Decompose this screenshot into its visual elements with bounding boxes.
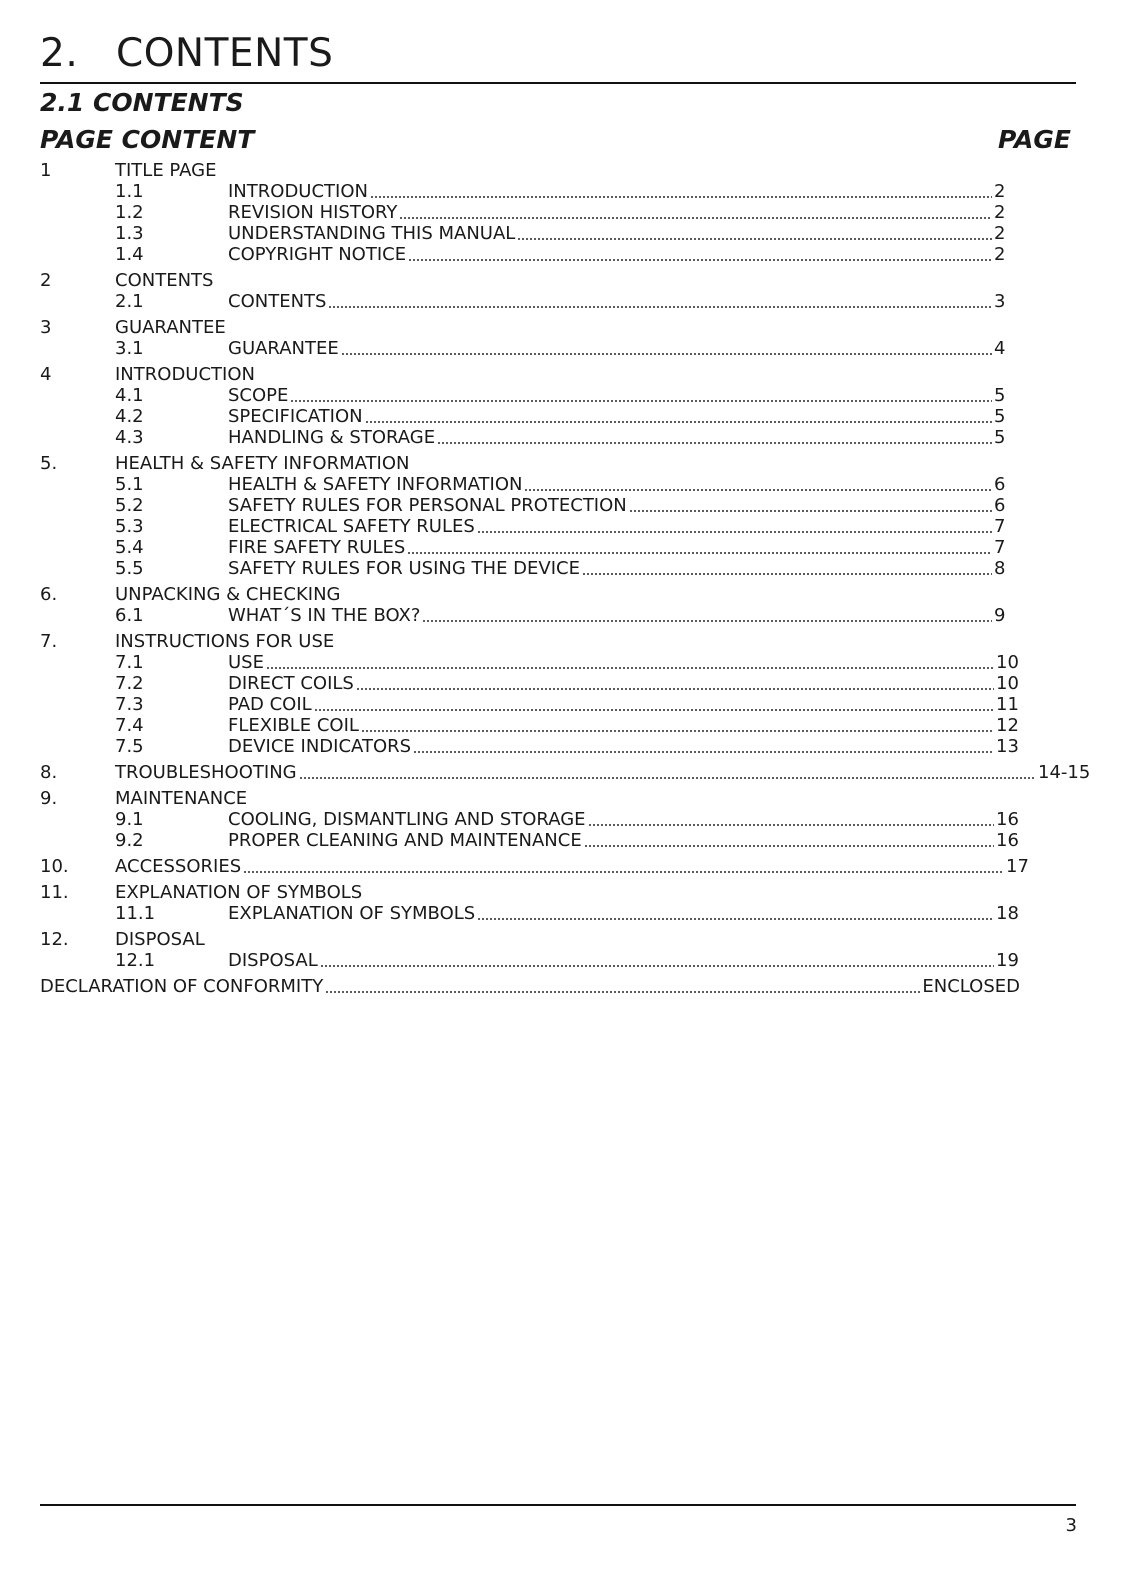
- toc-section-title: REVISION HISTORY: [228, 202, 398, 223]
- toc-chapter-title: EXPLANATION OF SYMBOLS: [115, 882, 363, 903]
- toc-page-number: 8: [994, 558, 1006, 579]
- toc-section-title: DIRECT COILS: [228, 673, 354, 694]
- toc-section-number: 1.4: [115, 244, 144, 265]
- chapter-number: 2.: [40, 31, 79, 76]
- toc-chapter-title: HEALTH & SAFETY INFORMATION: [115, 453, 410, 474]
- toc-section-row[interactable]: [40, 385, 1052, 406]
- dot-leader: [407, 540, 992, 554]
- toc-page-number: 2: [994, 202, 1006, 223]
- toc-section-number: 3.1: [115, 338, 144, 359]
- toc-section-row[interactable]: [40, 652, 1052, 673]
- toc-section-row[interactable]: [40, 244, 1052, 265]
- toc-section-title: HEALTH & SAFETY INFORMATION: [228, 474, 523, 495]
- toc-section-title: FLEXIBLE COIL: [228, 715, 359, 736]
- toc-declaration-row[interactable]: [40, 976, 1052, 997]
- section-title: 2.1 CONTENTS: [40, 88, 244, 117]
- toc-chapter-title: INSTRUCTIONS FOR USE: [115, 631, 335, 652]
- toc-page-number: 9: [994, 605, 1006, 626]
- toc-section-row[interactable]: [40, 181, 1052, 202]
- toc-section-title: CONTENTS: [228, 291, 327, 312]
- toc-page-number: 4: [994, 338, 1006, 359]
- dot-leader: [299, 765, 1036, 779]
- toc-page-number: 16: [996, 809, 1019, 830]
- toc-section-title: GUARANTEE: [228, 338, 339, 359]
- toc-chapter-row[interactable]: [40, 856, 1052, 877]
- dot-leader: [290, 388, 992, 402]
- toc-page-number: 5: [994, 427, 1006, 448]
- toc-section-row[interactable]: [40, 406, 1052, 427]
- toc-chapter-number: 10.: [40, 856, 69, 877]
- toc-section-title: COOLING, DISMANTLING AND STORAGE: [228, 809, 586, 830]
- toc-section-number: 9.2: [115, 830, 144, 851]
- dot-leader: [629, 498, 992, 512]
- dot-leader: [325, 979, 920, 993]
- toc-section-row[interactable]: [40, 605, 1052, 626]
- toc-page-number: 18: [996, 903, 1019, 924]
- toc-chapter-row[interactable]: [40, 317, 1052, 338]
- toc-section-number: 7.1: [115, 652, 144, 673]
- toc-section-number: 1.1: [115, 181, 144, 202]
- toc-page-number: 2: [994, 181, 1006, 202]
- dot-leader: [341, 341, 992, 355]
- toc-page-number: 13: [996, 736, 1019, 757]
- toc-section-title: HANDLING & STORAGE: [228, 427, 436, 448]
- toc-page-number: 16: [996, 830, 1019, 851]
- toc-chapter-row[interactable]: [40, 364, 1052, 385]
- table-of-contents: [40, 160, 1091, 997]
- dot-leader: [588, 812, 994, 826]
- dot-leader: [517, 226, 992, 240]
- dot-leader: [413, 739, 994, 753]
- toc-chapter-row[interactable]: [40, 762, 1091, 783]
- dot-leader: [361, 718, 994, 732]
- toc-section-number: 7.5: [115, 736, 144, 757]
- toc-section-title: DEVICE INDICATORS: [228, 736, 412, 757]
- dot-leader: [320, 953, 994, 967]
- toc-chapter-number: 7.: [40, 631, 58, 652]
- toc-chapter-row[interactable]: [40, 882, 1052, 903]
- toc-section-number: 5.3: [115, 516, 144, 537]
- toc-section-number: 1.3: [115, 223, 144, 244]
- toc-section-row[interactable]: [40, 537, 1052, 558]
- toc-chapter-row[interactable]: [40, 584, 1052, 605]
- toc-chapter-number: 9.: [40, 788, 58, 809]
- dot-leader: [477, 906, 994, 920]
- dot-leader: [243, 859, 1004, 873]
- toc-section-number: 11.1: [115, 903, 156, 924]
- toc-chapter-number: 5.: [40, 453, 58, 474]
- dot-leader: [582, 561, 992, 575]
- toc-section-row[interactable]: [40, 736, 1052, 757]
- page-number: 3: [1065, 1515, 1077, 1536]
- toc-section-title: WHAT´S IN THE BOX?: [228, 605, 421, 626]
- toc-section-number: 1.2: [115, 202, 144, 223]
- toc-chapter-row[interactable]: [40, 453, 1052, 474]
- toc-declaration-title: DECLARATION OF CONFORMITY: [40, 976, 324, 997]
- toc-section-number: 4.2: [115, 406, 144, 427]
- toc-declaration-page: ENCLOSED: [922, 976, 1020, 997]
- toc-section-row[interactable]: [40, 809, 1052, 830]
- toc-chapter-title: MAINTENANCE: [115, 788, 248, 809]
- toc-page-number: 17: [1006, 856, 1029, 877]
- toc-chapter-number: 12.: [40, 929, 69, 950]
- dot-leader: [477, 519, 992, 533]
- toc-chapter-row[interactable]: [40, 160, 1052, 181]
- toc-section-number: 2.1: [115, 291, 144, 312]
- toc-chapter-number: 8.: [40, 762, 58, 783]
- toc-section-title: SPECIFICATION: [228, 406, 363, 427]
- column-heading-page: PAGE: [998, 125, 1071, 154]
- toc-section-title: SCOPE: [228, 385, 289, 406]
- dot-leader: [356, 676, 994, 690]
- toc-page-number: 6: [994, 474, 1006, 495]
- toc-section-number: 5.2: [115, 495, 144, 516]
- toc-page-number: 2: [994, 244, 1006, 265]
- toc-section-row[interactable]: [40, 694, 1052, 715]
- toc-chapter-number: 4: [40, 364, 52, 385]
- toc-chapter-number: 3: [40, 317, 52, 338]
- toc-chapter-row[interactable]: [40, 270, 1052, 291]
- toc-page-number: 3: [994, 291, 1006, 312]
- toc-section-title: FIRE SAFETY RULES: [228, 537, 406, 558]
- footer-rule: [40, 1504, 1076, 1506]
- dot-leader: [408, 247, 992, 261]
- toc-page-number: 6: [994, 495, 1006, 516]
- toc-chapter-title: TITLE PAGE: [115, 160, 217, 181]
- toc-section-row[interactable]: [40, 830, 1052, 851]
- toc-section-number: 5.1: [115, 474, 144, 495]
- toc-page-number: 5: [994, 385, 1006, 406]
- toc-section-row[interactable]: [40, 715, 1052, 736]
- toc-section-title: SAFETY RULES FOR USING THE DEVICE: [228, 558, 580, 579]
- toc-page-number: 10: [996, 673, 1019, 694]
- toc-section-number: 4.1: [115, 385, 144, 406]
- toc-section-number: 5.5: [115, 558, 144, 579]
- toc-section-number: 9.1: [115, 809, 144, 830]
- toc-page-number: 7: [994, 516, 1006, 537]
- toc-chapter-title: CONTENTS: [115, 270, 214, 291]
- toc-section-title: DISPOSAL: [228, 950, 318, 971]
- toc-section-row[interactable]: [40, 223, 1052, 244]
- toc-page-number: 7: [994, 537, 1006, 558]
- dot-leader: [437, 430, 992, 444]
- toc-section-row[interactable]: [40, 558, 1052, 579]
- toc-page-number: 10: [996, 652, 1019, 673]
- toc-section-row[interactable]: [40, 495, 1052, 516]
- toc-chapter-number: 1: [40, 160, 52, 181]
- toc-section-number: 7.3: [115, 694, 144, 715]
- toc-chapter-number: 2: [40, 270, 52, 291]
- toc-section-title: INTRODUCTION: [228, 181, 368, 202]
- dot-leader: [314, 697, 994, 711]
- dot-leader: [524, 477, 992, 491]
- dot-leader: [328, 294, 992, 308]
- dot-leader: [365, 409, 992, 423]
- toc-section-row[interactable]: [40, 202, 1052, 223]
- toc-section-row[interactable]: [40, 903, 1052, 924]
- dot-leader: [399, 205, 992, 219]
- toc-chapter-row[interactable]: [40, 929, 1052, 950]
- toc-section-number: 4.3: [115, 427, 144, 448]
- toc-section-number: 7.4: [115, 715, 144, 736]
- toc-section-title: USE: [228, 652, 264, 673]
- toc-section-title: PROPER CLEANING AND MAINTENANCE: [228, 830, 582, 851]
- toc-chapter-title: GUARANTEE: [115, 317, 226, 338]
- toc-section-number: 12.1: [115, 950, 156, 971]
- toc-chapter-row[interactable]: [40, 788, 1052, 809]
- toc-section-row[interactable]: [40, 516, 1052, 537]
- toc-chapter-title: UNPACKING & CHECKING: [115, 584, 341, 605]
- toc-page-number: 2: [994, 223, 1006, 244]
- toc-chapter-number: 6.: [40, 584, 58, 605]
- toc-section-number: 5.4: [115, 537, 144, 558]
- toc-section-title: UNDERSTANDING THIS MANUAL: [228, 223, 516, 244]
- toc-section-title: EXPLANATION OF SYMBOLS: [228, 903, 476, 924]
- toc-page-number: 12: [996, 715, 1019, 736]
- toc-section-title: COPYRIGHT NOTICE: [228, 244, 407, 265]
- toc-chapter-title: DISPOSAL: [115, 929, 205, 950]
- toc-section-title: SAFETY RULES FOR PERSONAL PROTECTION: [228, 495, 627, 516]
- toc-page-number: 5: [994, 406, 1006, 427]
- toc-section-row[interactable]: [40, 291, 1052, 312]
- chapter-title: CONTENTS: [116, 31, 334, 76]
- dot-leader: [422, 608, 992, 622]
- column-heading-content: PAGE CONTENT: [40, 125, 255, 154]
- dot-leader: [370, 184, 992, 198]
- toc-chapter-title: TROUBLESHOOTING: [115, 762, 297, 783]
- toc-section-row[interactable]: [40, 474, 1052, 495]
- header-rule: [40, 82, 1076, 84]
- toc-section-number: 6.1: [115, 605, 144, 626]
- dot-leader: [266, 655, 994, 669]
- toc-page-number: 11: [996, 694, 1019, 715]
- toc-section-row[interactable]: [40, 427, 1052, 448]
- toc-chapter-number: 11.: [40, 882, 69, 903]
- toc-section-row[interactable]: [40, 338, 1052, 359]
- toc-chapter-title: INTRODUCTION: [115, 364, 255, 385]
- toc-section-title: ELECTRICAL SAFETY RULES: [228, 516, 475, 537]
- page-title: [40, 28, 333, 80]
- toc-chapter-title: ACCESSORIES: [115, 856, 242, 877]
- toc-section-title: PAD COIL: [228, 694, 312, 715]
- toc-section-row[interactable]: [40, 950, 1052, 971]
- toc-section-row[interactable]: [40, 673, 1052, 694]
- toc-page-number: 14-15: [1038, 762, 1091, 783]
- toc-page-number: 19: [996, 950, 1019, 971]
- toc-chapter-row[interactable]: [40, 631, 1052, 652]
- dot-leader: [584, 833, 994, 847]
- toc-section-number: 7.2: [115, 673, 144, 694]
